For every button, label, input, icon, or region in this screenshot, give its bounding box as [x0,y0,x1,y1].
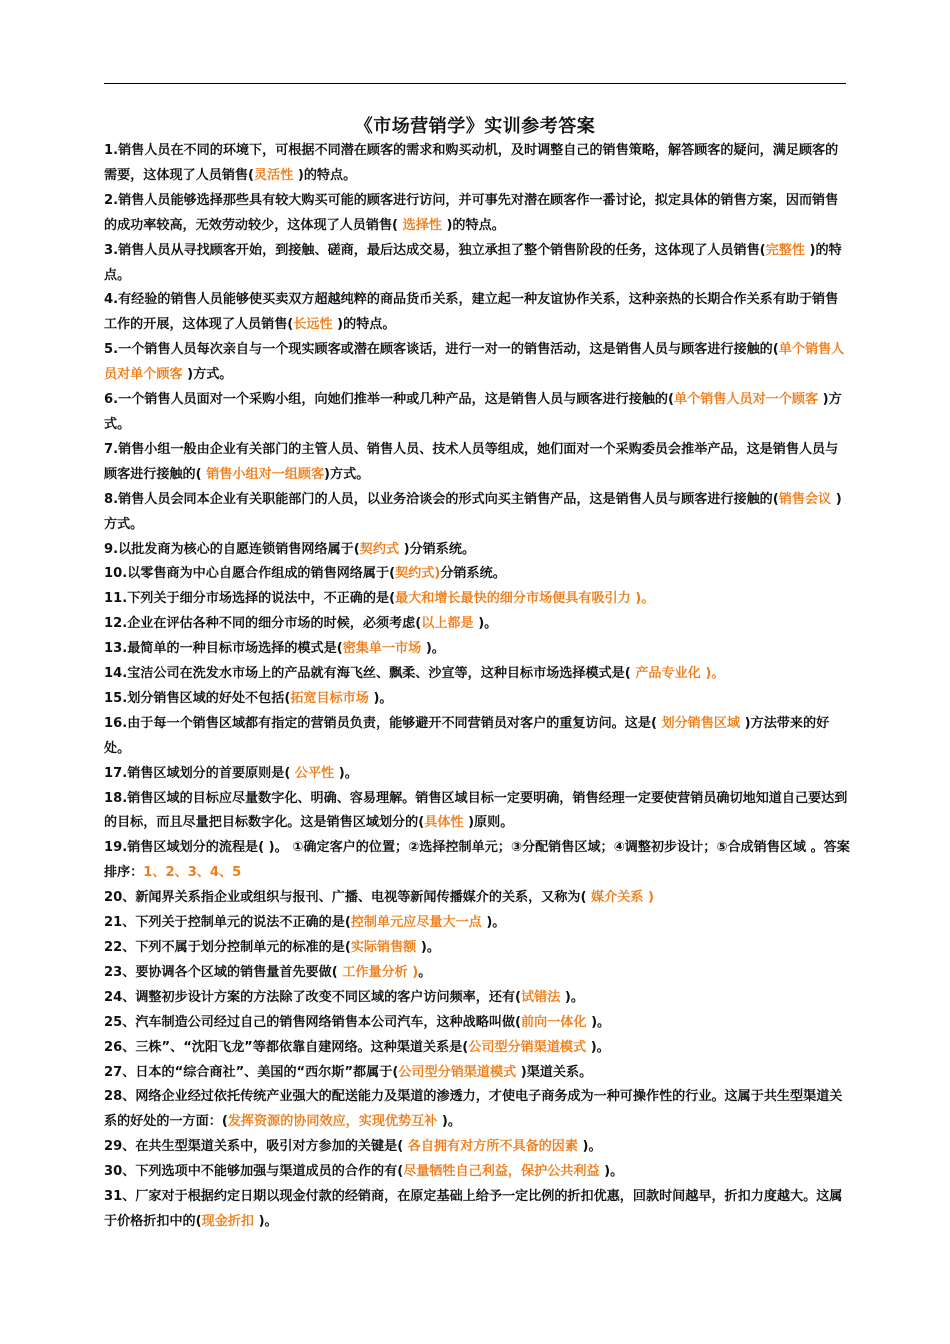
answer-text: 完整性 [765,242,810,258]
question-text: 13.最简单的一种目标市场选择的模式是( [104,641,343,657]
answer-text: 控制单元应尽量大一点 [350,915,487,931]
document-title: 《市场营销学》实训参考答案 [354,116,596,137]
question-text: 20、新闻界关系指企业或组织与报刊、广播、电视等新闻传播媒介的关系，又称为( [104,890,592,906]
question-text: 8.销售人员会同本企业有关职能部门的人员，以业务洽谈会的形式向买主销售产品，这是销售人员与顾客进行接触的( [104,491,779,507]
question-suffix: 分销系统。 [440,566,506,582]
question-text: 15.划分销售区域的好处不包括( [104,690,291,706]
question-text: 14.宝洁公司在洗发水市场上的产品就有海飞丝、飘柔、沙宣等，这种目标市场选择模式是( [104,666,636,682]
answer-text: 单个销售人员对一个顾客 [674,392,823,408]
question-suffix: )。 [373,690,393,706]
question-suffix: )。 [420,940,440,955]
question-item [104,388,850,438]
question-item [104,288,850,338]
question-text: 3.销售人员从寻找顾客开始，到接触、磋商，最后达成交易，独立承担了整个销售阶段的任务，这体现了人员销售( [104,242,766,258]
answer-text: 销售小组对一组顾客 [206,466,325,482]
question-item [104,1036,850,1061]
question-text: 25、汽车制造公司经过自己的销售网络销售本公司汽车，这种战略叫做( [104,1014,522,1030]
answer-text: 灵活性 [254,167,298,183]
answer-text: 媒介关系 ) [591,890,654,906]
question-text: 16.由于每一个销售区域都有指定的营销员负责，能够避开不同营销员对客户的重复访问。这是( [104,715,662,731]
question-suffix: )方式。 [187,367,233,383]
question-text: 17.销售区域划分的首要原则是( [104,765,295,781]
answer-text: 最大和增长最快的细分市场便具有吸引力 )。 [395,591,655,607]
answer-text: 拓宽目标市场 [290,690,374,706]
question-item [104,836,850,886]
question-item [104,338,850,388]
header-rule [104,83,846,84]
question-item [104,961,850,986]
question-item [104,911,850,936]
answer-text: 各自拥有对方所不具备的因素 [407,1139,583,1155]
question-suffix: )。 [591,1014,611,1030]
question-item [104,986,850,1011]
question-suffix: )方法带来的好处。 [104,715,830,756]
answer-text: 密集单一市场 [342,641,426,657]
question-suffix: )。 [425,641,445,657]
question-text: 21、下列关于控制单元的说法不正确的是( [104,915,351,931]
question-item [104,787,850,837]
question-item [104,139,850,189]
answer-text: 单个销售人员对单个顾客 [104,342,845,383]
question-item [104,587,850,612]
answer-text: 具体性 [424,815,469,831]
question-suffix: )分销系统。 [403,541,476,557]
question-text: 6.一个销售人员面对一个采购小组，向她们推举一种或几种产品，这是销售人员与顾客进行接触的( [104,392,675,408]
answer-text: 试错法 [521,989,565,1005]
question-text: 31、厂家对于根据约定日期以现金付款的经销商，在原定基础上给予一定比例的折扣优惠，回款时间越早，折扣力度越大。这属于价格折扣中的( [104,1189,843,1229]
question-list [104,139,850,1235]
question-text: 18.销售区域的目标应尽量数字化、明确、容易理解。销售区域目标一定要明确，销售经理一定要使营销员确切地知道自己要达到的目标，而且尽量把目标数字化。这是销售区域划分的( [104,790,848,831]
question-item [104,712,850,762]
question-suffix: )。 [478,616,498,632]
question-text: 30、下列选项中不能够加强与渠道成员的合作的有( [104,1164,404,1180]
question-item [104,562,850,587]
question-item [104,687,850,712]
answer-text: 公司型分销渠道模式 [468,1039,591,1055]
answer-text: 前向一体化 [521,1014,592,1030]
question-suffix: )方式。 [104,491,842,532]
question-suffix: 。 [418,964,432,980]
question-item [104,1061,850,1086]
question-text: 4.有经验的销售人员能够使买卖双方超越纯粹的商品货币关系，建立起一种友谊协作关系，这种亲热的长期合作关系有助于销售工作的开展，这体现了人员销售( [104,292,839,333]
question-item [104,239,850,289]
answer-text: 公平性 [294,765,339,781]
question-item [104,1135,850,1160]
answer-text: 销售会议 [778,491,836,507]
question-suffix: )。 [258,1213,278,1229]
question-suffix: )的特点。 [446,217,505,233]
question-suffix: )。 [441,1114,461,1130]
answer-text: 1、2、3、4、5 [143,865,242,881]
question-item [104,1185,850,1235]
question-suffix: )渠道关系。 [520,1064,593,1080]
question-text: 9.以批发商为核心的自愿连锁销售网络属于( [104,541,360,557]
question-item [104,488,850,538]
question-text: 28、网络企业经过依托传统产业强大的配送能力及渠道的渗透力，才使电子商务成为一种可操作性的行业。这属于共生型渠道关系的好处的一方面：( [104,1089,843,1130]
question-text: 10.以零售商为中心自愿合作组成的销售网络属于( [104,566,396,582]
question-suffix: )方式。 [104,392,842,432]
question-text: 11.下列关于细分市场选择的说法中，不正确的是( [104,591,396,607]
question-suffix: )的特点。 [337,317,396,333]
question-item [104,762,850,787]
answer-text: 发挥资源的协同效应，实现优势互补 [227,1114,442,1130]
answer-text: 长远性 [293,317,338,333]
answer-text: 尽量牺牲自己利益，保护公共利益 [403,1164,605,1180]
question-item [104,538,850,563]
question-item [104,637,850,662]
question-text: 27、日本的“综合商社”、美国的“西尔斯”都属于( [104,1064,399,1080]
question-text: 22、下列不属于划分控制单元的标准的是( [104,940,351,955]
question-text: 29、在共生型渠道关系中，吸引对方参加的关键是( [104,1139,408,1155]
question-item [104,1160,850,1185]
answer-text: 契约式 [359,541,404,557]
question-suffix: )。 [604,1164,624,1180]
question-text: 2.销售人员能够选择那些具有较大购买可能的顾客进行访问，并可事先对潜在顾客作一番讨论，拟定具体的销售方案，因而销售的成功率较高，无效劳动较少，这体现了人员销售( [104,192,839,233]
question-text: 7.销售小组一般由企业有关部门的主管人员、销售人员、技术人员等组成，她们面对一个采购委员会推举产品，这是销售人员与顾客进行接触的( [104,441,839,482]
question-item [104,438,850,488]
question-suffix: )。 [338,765,358,781]
answer-text: 产品专业化 )。 [635,666,725,682]
question-text: 1.销售人员在不同的环境下，可根据不同潜在顾客的需求和购买动机，及时调整自己的销售策略，解答顾客的疑问，满足顾客的需要，这体现了人员销售( [104,143,839,183]
question-item [104,936,850,961]
question-item [104,1085,850,1135]
question-suffix: )方式。 [324,466,370,482]
question-item [104,189,850,239]
question-text: 5.一个销售人员每次亲自与一个现实顾客或潜在顾客谈话，进行一对一的销售活动，这是销售人员与顾客进行接触的( [104,342,779,358]
question-suffix: )。 [486,915,506,931]
answer-text: 公司型分销渠道模式 [398,1064,521,1080]
question-item [104,612,850,637]
question-text: 24、调整初步设计方案的方法除了改变不同区域的客户访问频率，还有( [104,989,522,1005]
question-item [104,886,850,911]
answer-text: 实际销售额 [350,940,421,955]
answer-text: 现金折扣 [201,1213,259,1229]
answer-text: 划分销售区域 [661,715,745,731]
question-item [104,662,850,687]
answer-text: 工作量分析 ) [342,964,419,980]
answer-text: 契约式) [395,566,441,582]
answer-text: 以上都是 [421,616,479,632]
question-text: 19.销售区域划分的流程是( )。 ①确定客户的位置；②选择控制单元；③分配销售区域；④调整初步设计；⑤合成销售区域 。答案排序： [104,840,850,881]
question-suffix: )。 [564,989,584,1005]
question-suffix: )的特点。 [297,167,357,183]
question-suffix: )的特点。 [104,242,842,283]
question-suffix: )原则。 [468,815,514,831]
question-item [104,1011,850,1036]
question-text: 23、要协调各个区域的销售量首先要做( [104,964,343,980]
answer-text: 选择性 [402,217,447,233]
question-suffix: )。 [590,1039,610,1055]
question-text: 26、三株”、“沈阳飞龙”等都依靠自建网络。这种渠道关系是( [104,1039,469,1055]
question-text: 12.企业在评估各种不同的细分市场的时候，必须考虑( [104,616,422,632]
question-suffix: )。 [582,1139,602,1155]
